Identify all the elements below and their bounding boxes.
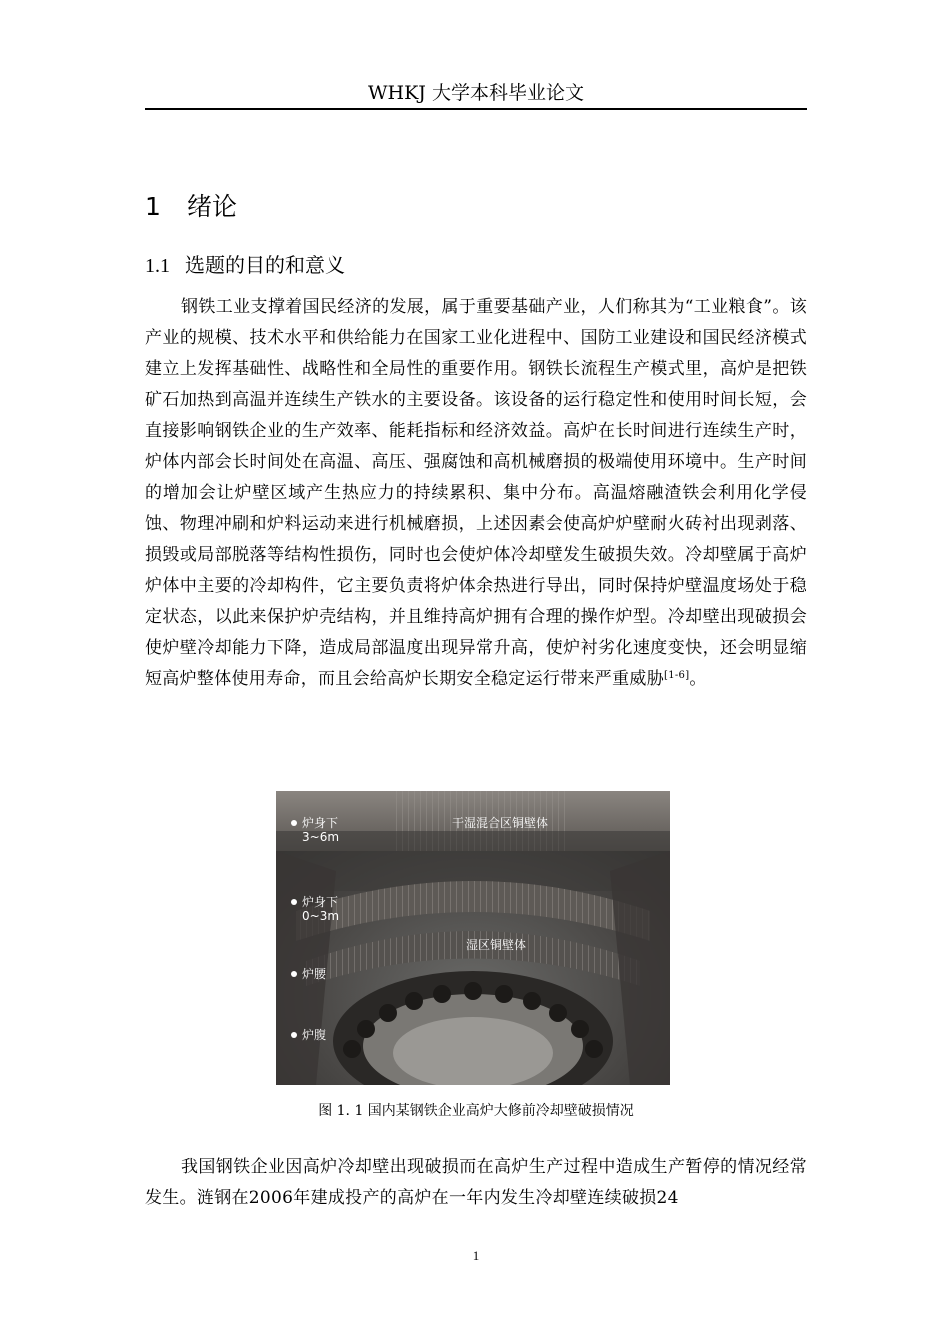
running-header: WHKJ 大学本科毕业论文: [145, 78, 807, 110]
label-wet-zone: 湿区铜壁体: [466, 938, 527, 952]
section-title: 选题的目的和意义: [185, 253, 345, 277]
section-number: 1.1: [145, 255, 170, 277]
paragraph-text: 钢铁工业支撑着国民经济的发展，属于重要基础产业，人们称其为“工业粮食”。该产业的规模、技术水平和供给能力在国家工业化进程中、国防工业建设和国民经济模式建立上发挥基础性、战略性和全局性的重要作用。钢铁长流程生产模式里，高炉是把铁矿石加热到高温并连续生产铁水的主要设备。该设备的运行稳定性和使用时间长短，会直接影响钢铁企业的生产效率、能耗指标和经济效益。高炉在长时间进行连续生产时，炉体内部会长时间处在高温、高压、强腐蚀和高机械磨损的极端使用环境中。生产时间的增加会让炉壁区域产生热应力的持续累积、集中分布。高温熔融渣铁会利用化学侵蚀、物理冲刷和炉料运动来进行机械磨损，上述因素会使高炉炉壁耐火砖衬出现剥落、损毁或局部脱落等结构性损伤，同时也会使炉体冷却壁发生破损失效。冷却壁属于高炉炉体中主要的冷却构件，它主要负责将炉体余热进行导出，同时保持炉壁温度场处于稳定状态，以此来保护炉壳结构，并且维持高炉拥有合理的操作炉型。冷却壁出现破损会使炉壁冷却能力下降，造成局部温度出现异常升高，使炉衬劣化速度变快，还会明显缩短高炉整体使用寿命，而且会给高炉长期安全稳定运行带来严重威胁: [145, 297, 807, 689]
label-lower-shaft: 炉身下 0~3m: [302, 895, 340, 923]
body-paragraph-2: [145, 1152, 807, 1214]
chapter-number: 1: [145, 192, 161, 221]
page-number: 1: [472, 1248, 480, 1263]
label-belly: 炉腹: [302, 1028, 327, 1042]
label-upper-shaft: 炉身下 3~6m: [302, 816, 340, 844]
label-dry-wet-zone: 干湿混合区铜壁体: [452, 816, 549, 830]
citation: [1-6]: [664, 670, 690, 681]
paragraph-tail: 。: [689, 669, 707, 689]
figure-caption: 图 1. 1 国内某钢铁企业高炉大修前冷却壁破损情况: [318, 1103, 634, 1119]
section-heading: [145, 250, 345, 281]
label-waist: 炉腰: [302, 967, 327, 981]
paragraph-text: 我国钢铁企业因高炉冷却壁出现破损而在高炉生产过程中造成生产暂停的情况经常发生。涟钢在2006年建成投产的高炉在一年内发生冷却壁连续破损24: [145, 1157, 807, 1208]
chapter-title: 绪论: [187, 192, 238, 221]
body-paragraph-1: [145, 292, 807, 695]
furnace-photo: [276, 791, 670, 1085]
chapter-heading: [145, 190, 237, 224]
